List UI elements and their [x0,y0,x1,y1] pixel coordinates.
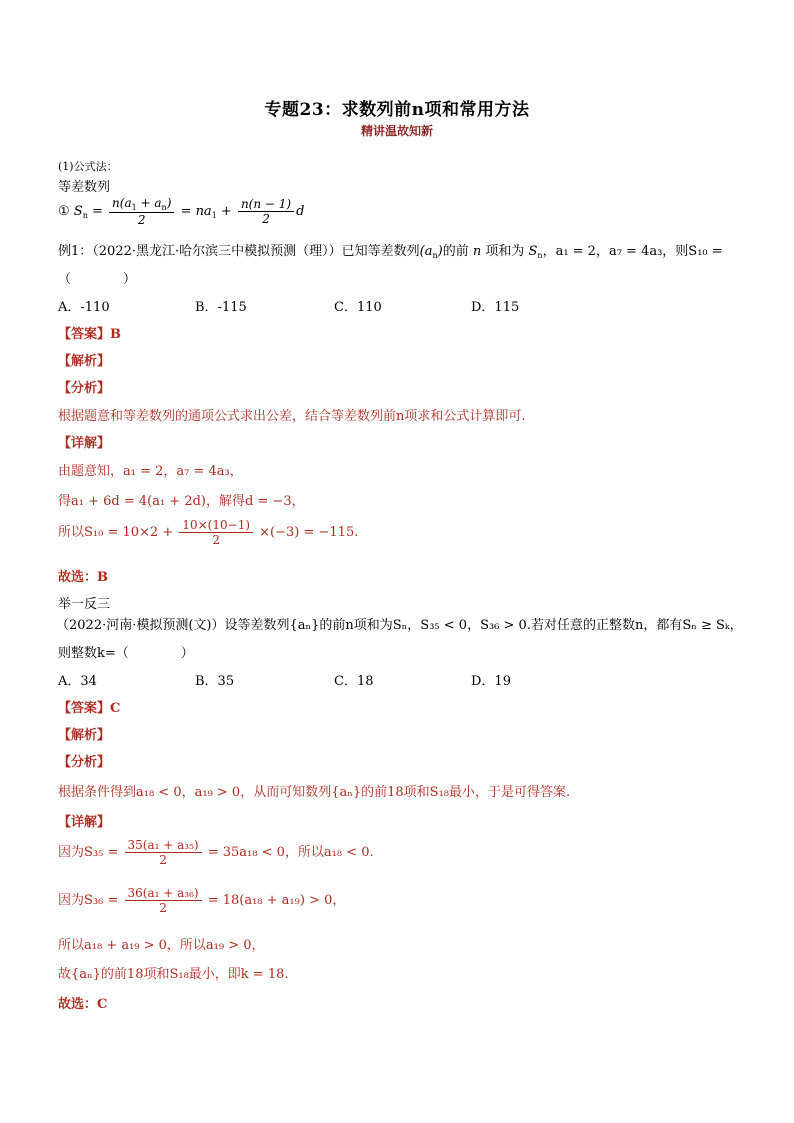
circle-number: ① [58,204,70,219]
example2-step3: 所以a₁₈ + a₁₉ > 0，所以a₁₉ > 0， [58,938,265,953]
example1-option-d: D．115 [471,300,520,315]
example2-fenxi: 根据条件得到a₁₈ < 0，a₁₉ > 0，从而可知数列{aₙ}的前18项和S₁₈最小，于是可得答案. [58,785,571,800]
example1-fenxi-tag: 【分析】 [58,381,111,396]
example2-detail-tag: 【详解】 [58,815,111,830]
example2-stem: （2022·河南·模拟预测(文)）设等差数列{aₙ}的前n项和为Sₙ，S₃₅ < 0，S₃₆ > 0.若对任意的正整数n，都有Sₙ ≥ Sₖ， [56,618,743,633]
example2-step2: 因为S₃₆ = $\frac{\text{36(a₁ + a₃₆)}}{2}$ = 18(a₁₈ + a₁₉) > 0， [58,886,346,915]
example1-answer: 【答案】B [58,327,122,342]
example1-blank: （ ） [58,272,137,287]
example1-fenxi: 根据题意和等差数列的通项公式求出公差，结合等差数列前n项求和公式计算即可. [58,409,526,424]
example2-conclude: 故选：C [58,997,108,1012]
example2-step1: 因为S₃₅ = $\frac{\text{35(a₁ + a₃₅)}}{2}$ = 35a₁₈ < 0，所以a₁₈ < 0. [58,838,374,867]
example2-answer: 【答案】C [58,701,121,716]
section-topic: 等差数列 [58,180,111,195]
example2-option-c: C．18 [334,674,374,689]
page-title: 专题23：求数列前n项和常用方法 [264,100,530,120]
example2-analysis-tag: 【解析】 [58,728,111,743]
example1-option-a: A．-110 [58,300,110,315]
example2-option-d: D．19 [471,674,511,689]
example1-option-b: B．-115 [195,300,247,315]
example2-heading: 举一反三 [58,597,111,612]
example1-step1: 由题意知，a₁ = 2，a₇ = 4a₃， [58,464,243,479]
example1-detail-tag: 【详解】 [58,436,111,451]
example2-option-a: A．34 [58,674,97,689]
sum-formula: ① $S_n$ = $\frac{n(a_1 + a_n)}{2}$ = $na_1$ + $\frac{n(n - 1)}{2}$ d [58,196,305,227]
page-subtitle: 精讲温故知新 [360,124,433,138]
example2-stem2: 则整数k=（ ） [58,646,194,661]
section-label: (1)公式法： [58,160,118,173]
example1-step3: 所以S₁₀ = 10×2 + $\frac{10\times(10-1)}{2}$ ×(−3) = −115. [58,518,359,547]
example2-fenxi-tag: 【分析】 [58,755,111,770]
example1-step2: 得a₁ + 6d = 4(a₁ + 2d)，解得d = −3， [58,494,305,509]
example1-stem: 例1：（2022·黑龙江·哈尔滨三中模拟预测（理））已知等差数列$(a_n)$的前 n 项和为 $S_n$，a₁ = 2，a₇ = 4a₃，则S₁₀ = [58,244,723,260]
example1-option-c: C．110 [334,300,382,315]
example2-option-b: B．35 [195,674,235,689]
example1-analysis-tag: 【解析】 [58,354,111,369]
example2-step4: 故{aₙ}的前18项和S₁₈最小，即k = 18. [58,967,289,982]
example1-conclude: 故选：B [58,570,108,585]
